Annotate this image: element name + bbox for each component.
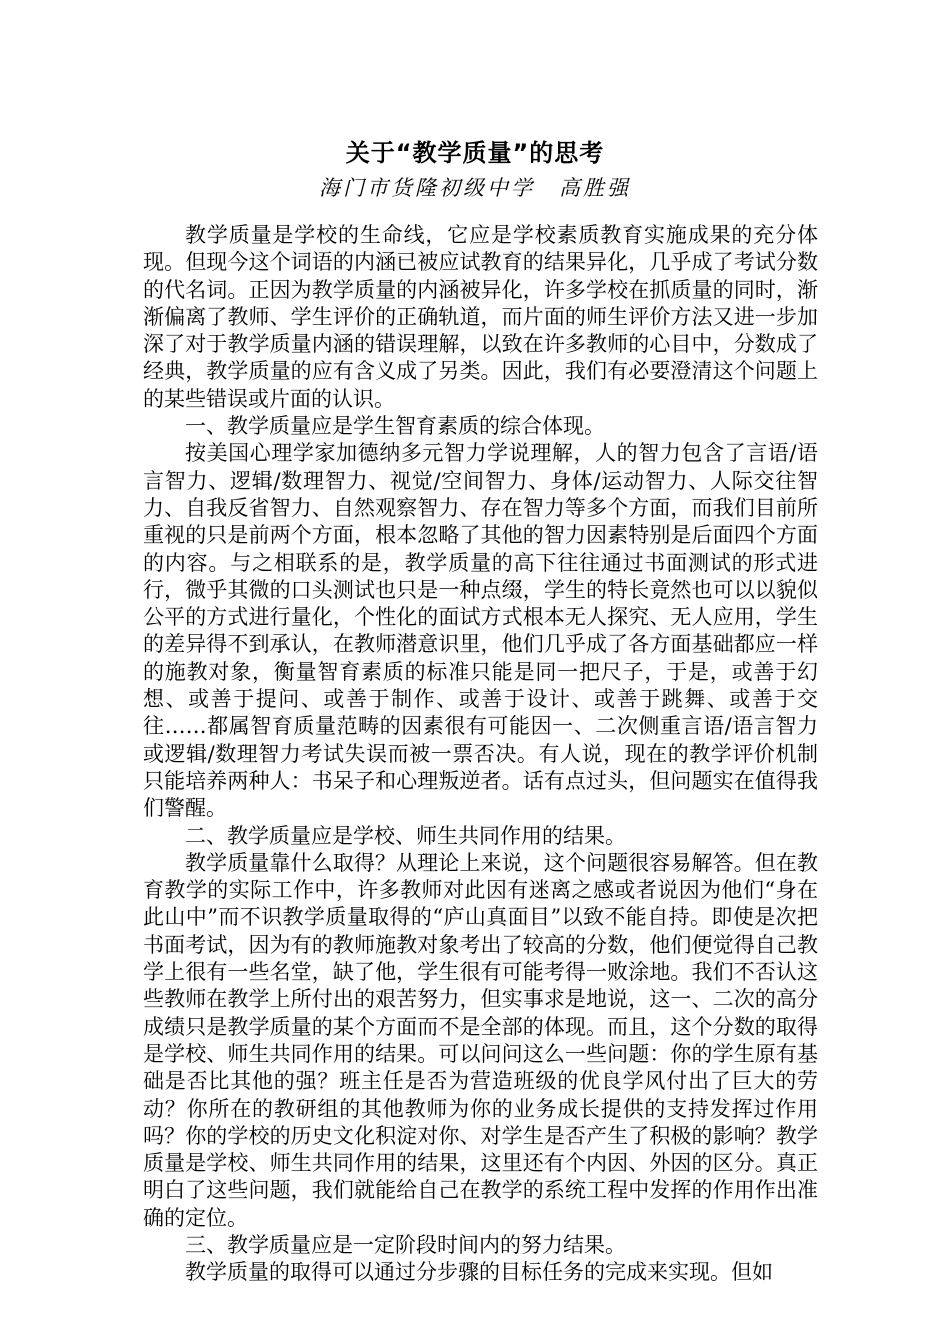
body-paragraph: 教学质量的取得可以通过分步骤的目标任务的完成来实现。但如: [185, 1260, 773, 1285]
document-author: 海门市货隆初级中学 高胜强: [319, 176, 631, 200]
section-heading: 三、教学质量应是一定阶段时间内的努力结果。: [185, 1232, 626, 1257]
body-paragraph: 教学质量靠什么取得？从理论上来说，这个问题很容易解答。但在教育教学的实际工作中，许多教师对此因有迷离之感或者说因为他们“身在此山中”而不识教学质量取得的“庐山真面目”以致不能自持。即使是次把书面考试，因为有的教师施教对象考出了较高的分数，他们便觉得自己教学上很有一些名堂，缺了他，学生很有可能考得一败涂地。我们不否认这些教师在教学上所付出的艰苦努力，但实事求是地说，这一、二次的高分成绩只是教学质量的某个方面而不是全部的体现。而且，这个分数的取得是学校、师生共同作用的结果。可以问问这么一些问题：你的学生原有基础是否比其他的强？班主任是否为营造班级的优良学风付出了巨大的劳动？你所在的教研组的其他教师为你的业务成长提供的支持发挥过作用吗？你的学校的历史文化积淀对你、对学生是否产生了积极的影响？教学质量是学校、师生共同作用的结果，这里还有个内因、外因的区分。真正明白了这些问题，我们就能给自己在教学的系统工程中发挥的作用作出准确的定位。: [143, 850, 818, 1230]
body-paragraph: 教学质量是学校的生命线，它应是学校素质教育实施成果的充分体现。但现今这个词语的内涵已被应试教育的结果异化，几乎成了考试分数的代名词。正因为教学质量的内涵被异化，许多学校在抓质量的同时，渐渐偏离了教师、学生评价的正确轨道，而片面的师生评价方法又进一步加深了对于教学质量内涵的错误理解，以致在许多教师的心目中，分数成了经典，教学质量的应有含义成了另类。因此，我们有必要澄清这个问题上的某些错误或片面的认识。: [143, 223, 818, 411]
section-heading: 二、教学质量应是学校、师生共同作用的结果。: [185, 823, 626, 848]
document-body: [143, 222, 818, 1287]
section-heading: 一、教学质量应是学生智育素质的综合体现。: [185, 414, 605, 439]
document-title: 关于“教学质量”的思考: [345, 139, 605, 167]
body-paragraph: 按美国心理学家加德纳多元智力学说理解，人的智力包含了言语/语言智力、逻辑/数理智力、视觉/空间智力、身体/运动智力、人际交往智力、自我反省智力、自然观察智力、存在智力等多个方面，而我们目前所重视的只是前两个方面，根本忽略了其他的智力因素特别是后面四个方面的内容。与之相联系的是，教学质量的高下往往通过书面测试的形式进行，微乎其微的口头测试也只是一种点缀，学生的特长竟然也可以以貌似公平的方式进行量化，个性化的面试方式根本无人探究、无人应用，学生的差异得不到承认，在教师潜意识里，他们几乎成了各方面基础都应一样的施教对象，衡量智育素质的标准只能是同一把尺子，于是，或善于幻想、或善于提问、或善于制作、或善于设计、或善于跳舞、或善于交往……都属智育质量范畴的因素很有可能因一、二次侧重言语/语言智力或逻辑/数理智力考试失误而被一票否决。有人说，现在的教学评价机制只能培养两种人：书呆子和心理叛逆者。话有点过头，但问题实在值得我们警醒。: [143, 441, 818, 821]
